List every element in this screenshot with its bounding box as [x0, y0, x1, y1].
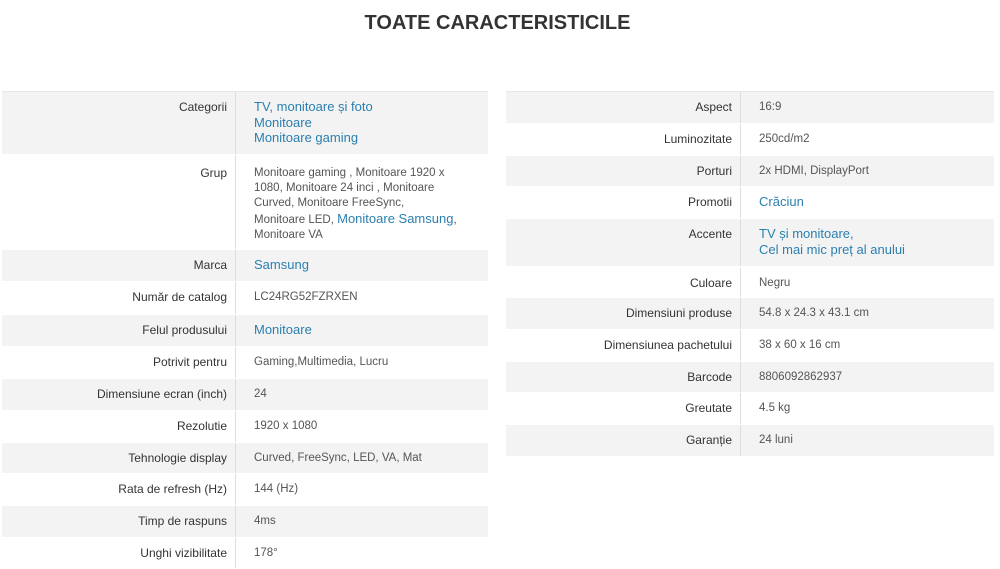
product-type-link-monitoare[interactable]: Monitoare	[254, 322, 312, 337]
spec-value-rata-refresh: 144 (Hz)	[254, 483, 299, 495]
spec-row-culoare	[506, 267, 994, 298]
spec-row-porturi	[506, 156, 994, 187]
spec-label-dimensiuni-produse: Dimensiuni produse	[506, 298, 741, 329]
spec-label-accente: Accente	[506, 219, 741, 266]
spec-value-felul-produsului	[236, 315, 488, 346]
spec-value-grup	[236, 155, 488, 249]
spec-row-tehnologie-display	[2, 443, 488, 474]
spec-value-dimensiunea-pachetului: 38 x 60 x 16 cm	[759, 339, 841, 351]
spec-label-aspect: Aspect	[506, 92, 741, 123]
spec-row-marca	[2, 250, 488, 282]
spec-value-garantie: 24 luni	[759, 434, 793, 446]
promotion-link-craciun[interactable]: Crăciun	[759, 194, 804, 209]
spec-row-rata-refresh	[2, 474, 488, 506]
spec-value-numar-catalog: LC24RG52FZRXEN	[254, 291, 358, 303]
spec-row-barcode	[506, 362, 994, 393]
spec-value-marca	[236, 250, 488, 281]
spec-label-felul-produsului: Felul produsului	[2, 315, 236, 346]
spec-label-timp-raspuns: Timp de raspuns	[2, 506, 236, 537]
spec-row-luminozitate	[506, 124, 994, 156]
spec-row-numar-catalog	[2, 282, 488, 315]
spec-table-left	[2, 91, 488, 569]
category-link-tv-monitoare-foto[interactable]: TV, monitoare și foto	[254, 99, 373, 114]
spec-value-promotii	[741, 187, 994, 218]
spec-label-porturi: Porturi	[506, 156, 741, 186]
spec-label-grup: Grup	[2, 155, 236, 249]
spec-value-rezolutie: 1920 x 1080	[254, 420, 318, 432]
accent-link-tv-si-monitoare[interactable]: TV și monitoare,	[759, 226, 854, 241]
spec-row-felul-produsului	[2, 315, 488, 347]
spec-row-garantie	[506, 425, 994, 457]
spec-value-categorii	[236, 92, 488, 154]
spec-row-dimensiune-ecran	[2, 379, 488, 411]
spec-label-tehnologie-display: Tehnologie display	[2, 443, 236, 473]
spec-label-dimensiunea-pachetului: Dimensiunea pachetului	[506, 330, 741, 361]
category-link-monitoare[interactable]: Monitoare	[254, 114, 312, 130]
spec-label-luminozitate: Luminozitate	[506, 124, 741, 155]
spec-row-dimensiunea-pachetului	[506, 330, 994, 362]
spec-label-potrivit-pentru: Potrivit pentru	[2, 347, 236, 378]
spec-value-accente	[741, 219, 994, 266]
page-title: TOATE CARACTERISTICILE	[364, 12, 631, 34]
spec-value-timp-raspuns: 4ms	[254, 515, 276, 527]
spec-row-grup	[2, 155, 488, 250]
spec-value-dimensiune-ecran: 24	[254, 388, 267, 400]
spec-row-categorii	[2, 92, 488, 155]
spec-label-rezolutie: Rezolutie	[2, 411, 236, 442]
spec-label-marca: Marca	[2, 250, 236, 281]
grup-link-monitoare-samsung[interactable]: Monitoare Samsung	[337, 211, 454, 226]
spec-value-aspect: 16:9	[759, 101, 782, 113]
accent-link-cel-mai-mic-pret[interactable]: Cel mai mic preț al anului	[759, 241, 905, 257]
spec-value-unghi-vizibilitate: 178°	[254, 547, 278, 559]
spec-row-accente	[506, 219, 994, 267]
spec-label-unghi-vizibilitate: Unghi vizibilitate	[2, 538, 236, 568]
spec-value-tehnologie-display: Curved, FreeSync, LED, VA, Mat	[254, 452, 422, 464]
spec-value-culoare: Negru	[759, 277, 791, 289]
spec-row-rezolutie	[2, 411, 488, 443]
spec-label-dimensiune-ecran: Dimensiune ecran (inch)	[2, 379, 236, 410]
spec-row-potrivit-pentru	[2, 347, 488, 379]
spec-value-porturi: 2x HDMI, DisplayPort	[759, 165, 869, 177]
brand-link-samsung[interactable]: Samsung	[254, 257, 309, 272]
spec-value-potrivit-pentru: Gaming,Multimedia, Lucru	[254, 356, 389, 368]
spec-table-right	[506, 91, 994, 457]
spec-row-promotii	[506, 187, 994, 219]
spec-value-barcode: 8806092862937	[759, 371, 843, 383]
spec-value-greutate: 4.5 kg	[759, 402, 791, 414]
grup-text: Monitoare gaming , Monitoare 1920 x 1080, Monitoare 24 inci , Monitoare Curved, Monitoare FreeSync, Monitoare LED,	[254, 167, 445, 226]
spec-row-greutate	[506, 393, 994, 425]
grup-text-end: , Monitoare VA	[254, 214, 457, 241]
spec-row-aspect	[506, 92, 994, 124]
category-link-monitoare-gaming[interactable]: Monitoare gaming	[254, 130, 359, 145]
spec-value-dimensiuni-produse: 54.8 x 24.3 x 43.1 cm	[759, 307, 869, 319]
spec-label-culoare: Culoare	[506, 268, 741, 297]
spec-label-barcode: Barcode	[506, 362, 741, 392]
spec-row-dimensiuni-produse	[506, 298, 994, 330]
spec-label-promotii: Promotii	[506, 187, 741, 218]
spec-row-timp-raspuns	[2, 506, 488, 538]
spec-label-rata-refresh: Rata de refresh (Hz)	[2, 474, 236, 505]
spec-row-unghi-vizibilitate	[2, 538, 488, 569]
spec-label-greutate: Greutate	[506, 393, 741, 424]
spec-label-categorii: Categorii	[2, 92, 236, 154]
spec-value-luminozitate: 250cd/m2	[759, 133, 810, 145]
spec-label-numar-catalog: Număr de catalog	[2, 282, 236, 314]
spec-label-garantie: Garanție	[506, 425, 741, 456]
